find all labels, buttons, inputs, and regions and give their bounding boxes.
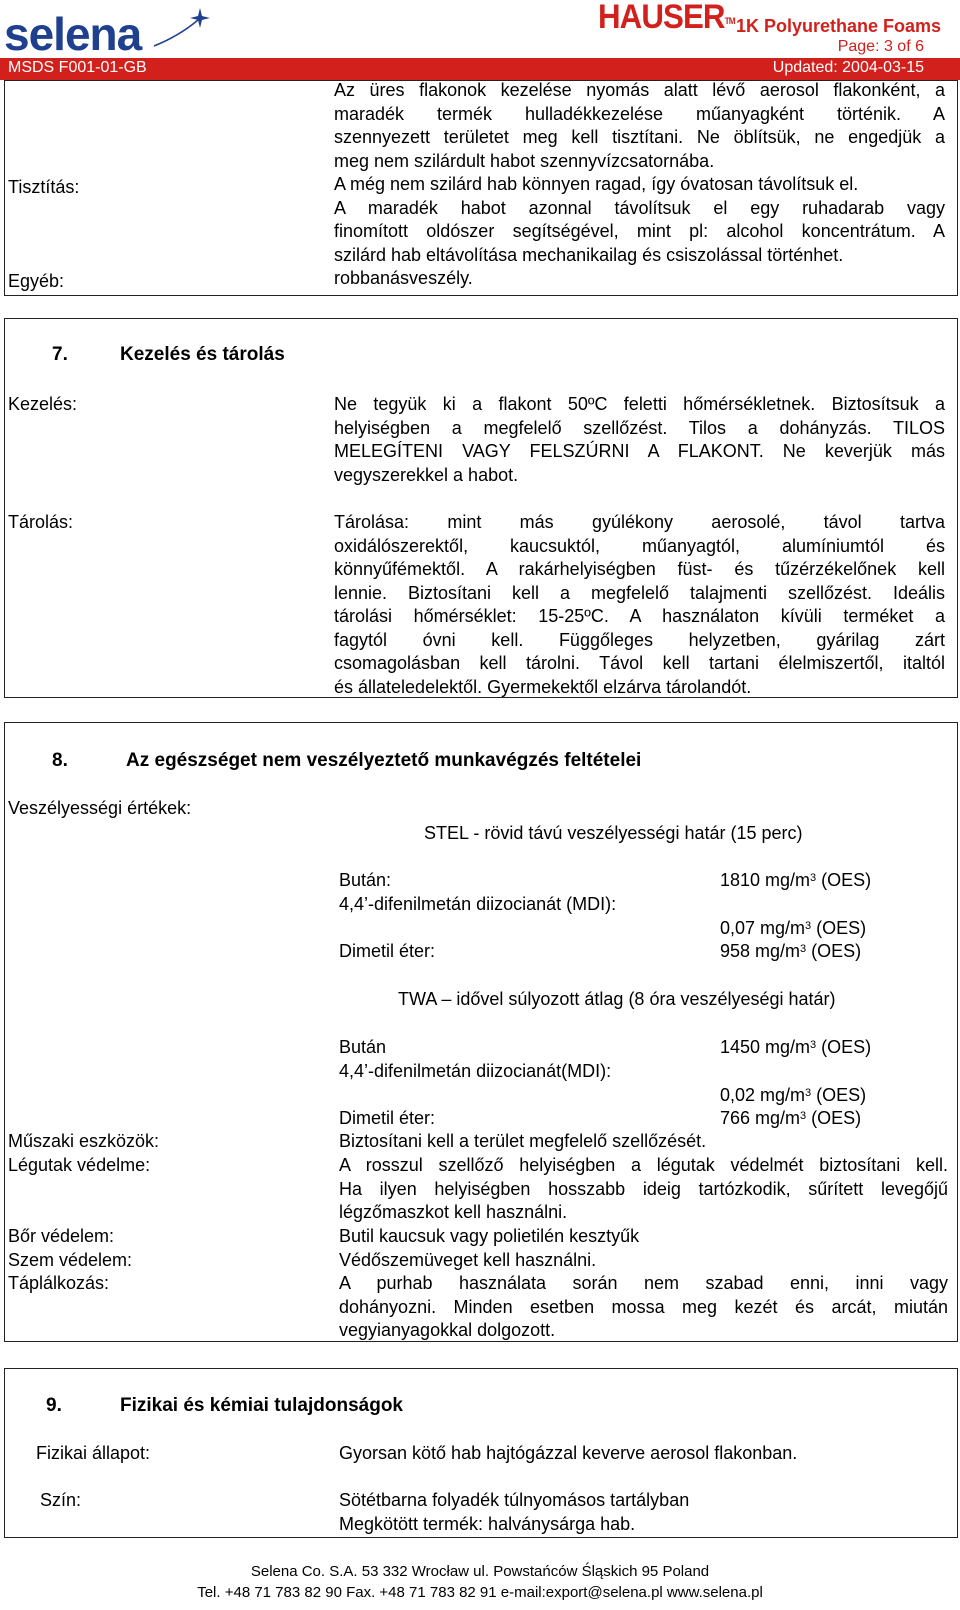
skin-value: Butil kaucsuk vagy polietilén kesztyűk xyxy=(339,1226,640,1246)
text-line: maradék termék hulladékkezelése műanyagként történik. A xyxy=(334,103,945,124)
section-9-number: 9. xyxy=(46,1395,62,1416)
label-respiratory: Légutak védelme: xyxy=(8,1155,151,1175)
text-line: dohányozni. Minden esetben mossa meg kezét és arcát, miután xyxy=(339,1296,948,1317)
respiratory-text xyxy=(339,1154,948,1225)
text-line: helyiségben a megfelelő szellőzést. Tilos a dohányzás. TILOS xyxy=(334,417,945,438)
label-technical: Műszaki eszközök: xyxy=(8,1131,160,1151)
label-cleaning: Tisztítás: xyxy=(8,177,80,197)
selena-logo xyxy=(4,6,214,54)
label-food: Táplálkozás: xyxy=(8,1273,110,1293)
text-line: csomagolásban kell tárolni. Távol kell tartani élelmiszertől, italtól xyxy=(334,653,945,673)
text-line: és állateledelektől. Gyermekektől elzárva tárolandót. xyxy=(334,676,752,697)
twa-dme-value: 766 $mg/m^3$ (OES) xyxy=(720,1108,862,1128)
text-line: Ha ilyen helyiségben hosszabb ideig tartózkodik, sűrített levegőjű xyxy=(339,1178,948,1199)
section-9-title: Fizikai és kémiai tulajdonságok xyxy=(120,1395,403,1416)
header-bar xyxy=(0,58,960,80)
stel-butane-value: 1810 $mg/m^3$ (OES) xyxy=(720,870,872,890)
footer-address: Selena Co. S.A. 53 332 Wrocław ul. Powstańców Śląskich 95 Poland xyxy=(250,1563,710,1580)
text-line: vegyianyagokkal dolgozott. xyxy=(339,1320,556,1340)
storage-text xyxy=(334,511,945,699)
section-8-title: Az egészséget nem veszélyeztető munkavégzés feltételei xyxy=(126,750,642,771)
text-line: MELEGÍTENI VAGY FELSZÚRNI A FLAKONT. Ne keverjük más xyxy=(334,441,945,461)
twa-heading: TWA – idővel súlyozott átlag (8 óra veszélyeségi határ) xyxy=(398,989,836,1009)
twa-mdi-value: 0,02 $mg/m^3$ (OES) xyxy=(720,1085,867,1105)
twa-butane-value: 1450 $mg/m^3$ (OES) xyxy=(720,1037,872,1057)
stel-dme-value: 958 $mg/m^3$ (OES) xyxy=(720,941,862,961)
stel-mdi-name: 4,4’-difenilmetán diizocianát (MDI): xyxy=(339,894,617,914)
text-line: oxidálószerektől, kaucsuktól, műanyagtól, alumíniumtól és xyxy=(334,535,945,556)
text-line: A maradék habot azonnal távolítsuk el egy ruhadarab vagy xyxy=(334,197,945,218)
label-storage: Tárolás: xyxy=(8,512,74,532)
text-line: légzőmaszkot kell használni. xyxy=(339,1202,568,1222)
label-handling: Kezelés: xyxy=(8,394,78,414)
product-line: 1K Polyurethane Foams xyxy=(736,16,942,36)
label-eye: Szem védelem: xyxy=(8,1250,133,1270)
twa-mdi-name: 4,4’-difenilmetán diizocianát(MDI): xyxy=(339,1061,612,1081)
text-line: szilárd hab eltávolítása mechanikailag és csiszolással történhet. xyxy=(334,244,844,265)
doc-code: MSDS F001-01-GB xyxy=(8,59,147,76)
text-line: szennyezett területet meg kell tisztítani. Ne öblítsük, ne engedjük a xyxy=(334,127,945,147)
text-line: Tárolása: mint más gyúlékony aerosolé, távol tartva xyxy=(334,512,945,532)
handling-text xyxy=(334,393,945,487)
label-color: Szín: xyxy=(40,1490,82,1510)
text-line: tárolási hőmérséklet: 15-25ºC. A használaton kívüli terméket a xyxy=(334,606,945,626)
hauser-brand: HAUSER™ xyxy=(598,0,735,36)
text-line: A purhab használata során nem szabad enni, inni vagy xyxy=(339,1273,948,1293)
section-8-number: 8. xyxy=(52,750,68,771)
stel-heading: STEL - rövid távú veszélyességi határ (15 perc) xyxy=(424,823,803,843)
physical-state-value: Gyorsan kötő hab hajtógázzal keverve aerosol flakonban. xyxy=(339,1443,798,1463)
twa-butane-name: Bután xyxy=(339,1037,387,1057)
text-line: robbanásveszély. xyxy=(334,268,473,288)
food-text xyxy=(339,1272,948,1343)
twa-dme-name: Dimetil éter: xyxy=(339,1108,436,1128)
text-line: fagytól óvni kell. Függőleges helyzetben, gyárilag zárt xyxy=(334,629,945,650)
technical-value: Biztosítani kell a terület megfelelő szellőzését. xyxy=(339,1131,707,1151)
section-7-number: 7. xyxy=(52,344,68,365)
section-6-text xyxy=(334,79,945,291)
stel-dme-name: Dimetil éter: xyxy=(339,941,436,961)
page-number: Page: 3 of 6 xyxy=(837,38,924,55)
label-other: Egyéb: xyxy=(8,271,65,291)
text-line: Az üres flakonok kezelése nyomás alatt lévő aerosol flakonként, a xyxy=(334,80,945,100)
eye-value: Védőszemüveget kell használni. xyxy=(339,1250,597,1270)
text-line: A rosszul szellőző helyiségben a légutak védelmét biztosítani kell. xyxy=(339,1155,948,1175)
section-7-title: Kezelés és tárolás xyxy=(120,344,285,365)
footer-contact: Tel. +48 71 783 82 90 Fax. +48 71 783 82 91 e-mail:export@selena.pl www.selena.pl xyxy=(197,1584,763,1601)
stel-mdi-value: 0,07 $mg/m^3$ (OES) xyxy=(720,918,867,938)
color-value-line1: Sötétbarna folyadék túlnyomásos tartályban xyxy=(339,1490,690,1510)
text-line: vegyszerekkel a habot. xyxy=(334,464,519,485)
label-physical-state: Fizikai állapot: xyxy=(36,1443,151,1463)
label-hazard-values: Veszélyességi értékek: xyxy=(8,798,192,818)
text-line: lennie. Biztosítani kell a megfelelő talajmenti szellőzést. Ideális xyxy=(334,582,945,603)
label-skin: Bőr védelem: xyxy=(8,1226,115,1246)
text-line: meg nem szilárdult habot szennyvízcsatornába. xyxy=(334,150,715,171)
color-value-line2: Megkötött termék: halványsárga hab. xyxy=(339,1514,636,1534)
text-line: finomított oldószer segítségével, mint pl: alcohol koncentrátum. A xyxy=(334,221,945,241)
selena-logo-text: selena xyxy=(4,8,142,54)
star-icon xyxy=(190,8,210,28)
stel-butane-name: Bután: xyxy=(339,870,392,890)
text-line: Ne tegyük ki a flakont 50ºC feletti hőmérsékletnek. Biztosítsuk a xyxy=(334,394,945,414)
text-line: könnyűfémektől. A rakárhelyiségben füst- és tűzérzékelőnek kell xyxy=(334,559,945,579)
updated-date: Updated: 2004-03-15 xyxy=(772,59,924,76)
text-line: A még nem szilárd hab könnyen ragad, így óvatosan távolítsuk el. xyxy=(334,174,859,194)
